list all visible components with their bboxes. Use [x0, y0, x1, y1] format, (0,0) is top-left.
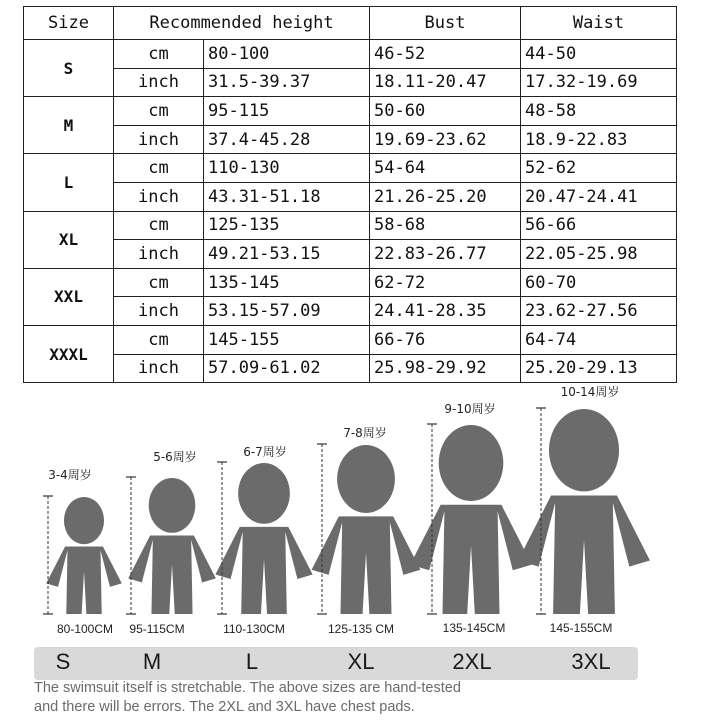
figure-body — [128, 536, 216, 614]
size-figures — [0, 378, 720, 643]
height-cell: 49.21-53.15 — [204, 240, 370, 269]
table-row — [24, 240, 677, 269]
waist-cell: 52-62 — [521, 154, 677, 183]
size-cell: XL — [24, 211, 114, 268]
waist-cell: 60-70 — [521, 268, 677, 297]
figure-head — [64, 497, 104, 544]
bust-cell: 22.83-26.77 — [370, 240, 521, 269]
height-cell: 43.31-51.18 — [204, 182, 370, 211]
size-cell: S — [24, 40, 114, 97]
table-row — [24, 97, 677, 126]
figure-head — [549, 409, 619, 491]
note-line-1: The swimsuit itself is stretchable. The above sizes are hand-tested — [34, 680, 461, 696]
waist-cell: 17.32-19.69 — [521, 68, 677, 97]
age-label: 7-8周岁 — [343, 426, 387, 440]
figure-m — [126, 449, 216, 636]
unit-cell: inch — [114, 68, 204, 97]
unit-cell: cm — [114, 154, 204, 183]
size-cell: M — [24, 97, 114, 154]
size-label-m: M — [142, 649, 162, 674]
unit-cell: cm — [114, 268, 204, 297]
height-cell: 31.5-39.37 — [204, 68, 370, 97]
header-recommended-height: Recommended height — [114, 7, 370, 40]
size-label-2xl: 2XL — [452, 649, 492, 674]
bust-cell: 19.69-23.62 — [370, 125, 521, 154]
height-cell: 57.09-61.02 — [204, 354, 370, 383]
bust-cell: 18.11-20.47 — [370, 68, 521, 97]
size-table — [23, 6, 677, 383]
waist-cell: 23.62-27.56 — [521, 297, 677, 326]
table-header-row — [24, 7, 677, 40]
bust-cell: 50-60 — [370, 97, 521, 126]
size-label-xl: XL — [347, 649, 375, 674]
height-range-label: 95-115CM — [129, 622, 185, 636]
height-range-label: 110-130CM — [223, 622, 285, 636]
age-label: 6-7周岁 — [243, 445, 287, 459]
size-label-l: L — [245, 649, 259, 674]
header-size: Size — [24, 7, 114, 40]
waist-cell: 44-50 — [521, 40, 677, 69]
bust-cell: 25.98-29.92 — [370, 354, 521, 383]
age-label: 9-10周岁 — [444, 402, 496, 416]
figure-body — [46, 547, 122, 614]
height-cell: 80-100 — [204, 40, 370, 69]
table-row — [24, 125, 677, 154]
height-range-label: 135-145CM — [442, 621, 506, 635]
table-row — [24, 325, 677, 354]
header-waist: Waist — [521, 7, 677, 40]
age-label: 5-6周岁 — [153, 450, 197, 464]
unit-cell: cm — [114, 325, 204, 354]
unit-cell: inch — [114, 240, 204, 269]
waist-cell: 22.05-25.98 — [521, 240, 677, 269]
bust-cell: 21.26-25.20 — [370, 182, 521, 211]
size-label-bar — [34, 647, 638, 680]
figure-head — [337, 445, 395, 513]
note-line-2: and there will be errors. The 2XL and 3XL have chest pads. — [34, 699, 415, 715]
height-cell: 95-115 — [204, 97, 370, 126]
bust-cell: 62-72 — [370, 268, 521, 297]
height-cell: 145-155 — [204, 325, 370, 354]
table-body — [24, 40, 677, 383]
waist-cell: 56-66 — [521, 211, 677, 240]
figure-head — [439, 425, 504, 501]
waist-cell: 18.9-22.83 — [521, 125, 677, 154]
unit-cell: inch — [114, 125, 204, 154]
figure-body — [410, 505, 532, 614]
figure-l — [215, 444, 312, 636]
size-cell: XXXL — [24, 325, 114, 382]
bust-cell: 24.41-28.35 — [370, 297, 521, 326]
waist-cell: 64-74 — [521, 325, 677, 354]
figure-head — [238, 463, 290, 524]
figure-body — [518, 496, 650, 614]
height-range-label: 125-135 CM — [327, 622, 395, 636]
table-row — [24, 40, 677, 69]
height-range-label: 145-155CM — [549, 621, 613, 635]
bust-cell: 46-52 — [370, 40, 521, 69]
size-label-s: S — [55, 649, 71, 674]
header-bust: Bust — [370, 7, 521, 40]
figure-head — [149, 478, 196, 533]
height-cell: 110-130 — [204, 154, 370, 183]
height-cell: 135-145 — [204, 268, 370, 297]
size-cell: XXL — [24, 268, 114, 325]
height-cell: 37.4-45.28 — [204, 125, 370, 154]
unit-cell: inch — [114, 354, 204, 383]
height-cell: 53.15-57.09 — [204, 297, 370, 326]
unit-cell: cm — [114, 40, 204, 69]
age-label: 10-14周岁 — [560, 385, 620, 399]
table-row — [24, 68, 677, 97]
waist-cell: 48-58 — [521, 97, 677, 126]
bust-cell: 66-76 — [370, 325, 521, 354]
figure-body — [312, 516, 421, 614]
figure-xl — [312, 425, 421, 636]
unit-cell: cm — [114, 211, 204, 240]
figure-body — [215, 527, 312, 614]
height-cell: 125-135 — [204, 211, 370, 240]
bust-cell: 54-64 — [370, 154, 521, 183]
waist-cell: 25.20-29.13 — [521, 354, 677, 383]
unit-cell: cm — [114, 97, 204, 126]
age-label: 3-4周岁 — [48, 468, 92, 482]
figure-s — [43, 467, 122, 636]
figure-3xl — [518, 384, 650, 635]
table-row — [24, 211, 677, 240]
bust-cell: 58-68 — [370, 211, 521, 240]
table-row — [24, 154, 677, 183]
size-label-3xl: 3XL — [571, 649, 611, 674]
unit-cell: inch — [114, 297, 204, 326]
table-row — [24, 297, 677, 326]
size-cell: L — [24, 154, 114, 211]
table-row — [24, 182, 677, 211]
waist-cell: 20.47-24.41 — [521, 182, 677, 211]
table-row — [24, 268, 677, 297]
unit-cell: inch — [114, 182, 204, 211]
figure-2xl — [410, 401, 532, 635]
height-range-label: 80-100CM — [56, 622, 114, 636]
